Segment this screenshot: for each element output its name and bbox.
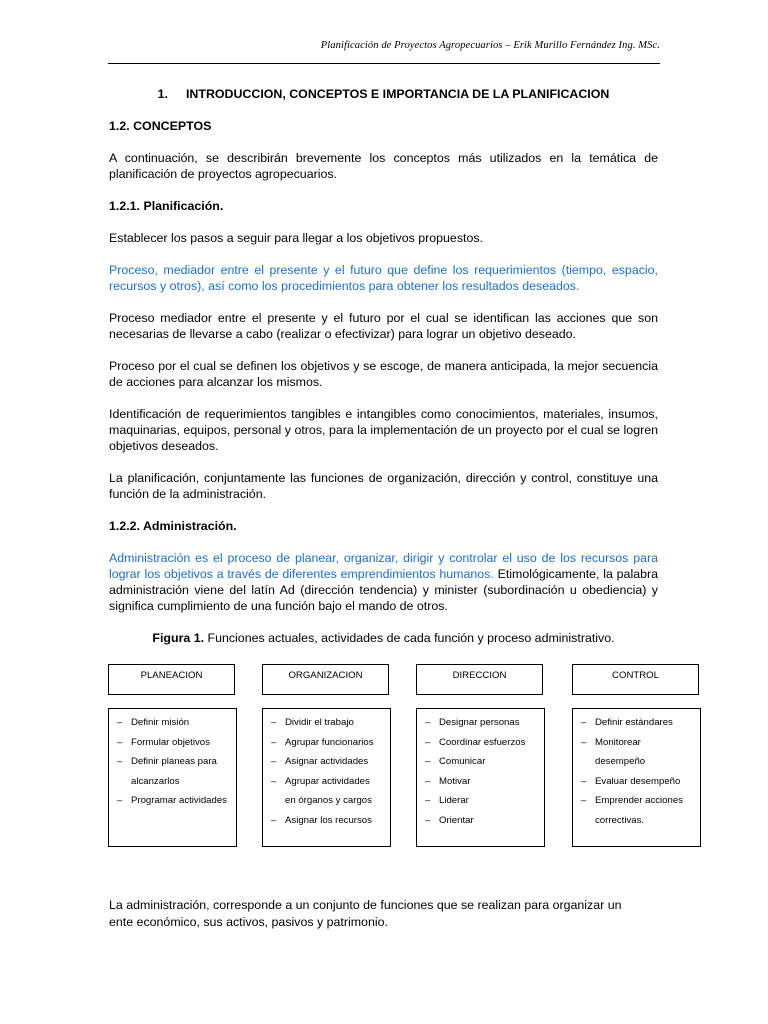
activity-item — [425, 733, 540, 753]
planificacion-def-4: Proceso por el cual se definen los objetivos y se escoge, de manera anticipada, la mejor secuencia de acciones para alcanzar los mismos. — [109, 359, 658, 389]
activity-text: Definir misión — [131, 717, 190, 728]
conceptos-heading: 1.2. CONCEPTOS — [109, 119, 212, 133]
figure-caption — [109, 630, 658, 646]
running-header: Planificación de Proyectos Agropecuarios – Erik Murillo Fernández Ing. MSc. — [320, 40, 660, 51]
section-number: 1. — [157, 87, 168, 101]
bullet-dash: – — [581, 775, 587, 787]
planificacion-def-3: Proceso mediador entre el presente y el futuro por el cual se identifican las acciones que son necesarias de llevarse a cabo (realizar o efectivizar) para lograr un objetivo deseado. — [109, 311, 658, 341]
activity-item — [117, 791, 232, 811]
planificacion-def-6: La planificación, conjuntamente las funciones de organización, dirección y control, constituye una función de la administración. — [109, 471, 658, 501]
bullet-dash: – — [425, 717, 431, 728]
activity-item — [581, 713, 696, 733]
bullet-dash: – — [581, 736, 587, 748]
bullet-dash: – — [117, 756, 123, 767]
activity-text: Formular objetivos — [131, 736, 210, 748]
conceptos-intro: A continuación, se describirán brevemente los conceptos más utilizados en la temática de planificación de proyectos agropecuarios. — [109, 151, 658, 181]
bullet-dash: – — [425, 814, 431, 826]
activity-item — [117, 772, 232, 792]
activity-text: en órganos y cargos — [285, 795, 372, 806]
activity-list — [425, 713, 540, 830]
activity-text: Dividir el trabajo — [285, 717, 354, 728]
activity-list — [117, 713, 232, 811]
bullet-dash: – — [271, 756, 277, 767]
activity-text: Asignar los recursos — [285, 814, 372, 826]
bullet-dash: – — [425, 756, 431, 767]
page-body — [109, 86, 658, 654]
closing-paragraph: La administración, corresponde a un conjunto de funciones que se realizan para organizar un ente económico, sus activos, pasivos y patrimonio. — [109, 898, 622, 929]
activity-text: alcanzarlos — [131, 775, 180, 787]
activity-text: correctivas. — [595, 814, 645, 826]
figure-label: Figura 1. — [152, 631, 205, 645]
activity-text: Agrupar funcionarios — [285, 736, 374, 748]
functions-diagram — [108, 664, 701, 848]
activity-text: Comunicar — [439, 756, 486, 767]
function-activities-control — [572, 708, 701, 847]
section-title — [109, 86, 658, 102]
bullet-dash: – — [581, 795, 587, 806]
activity-item — [425, 811, 540, 831]
activity-item — [425, 713, 540, 733]
activity-list — [581, 713, 696, 830]
activity-text: Orientar — [439, 814, 474, 826]
activity-item — [425, 772, 540, 792]
figure-caption-text: Funciones actuales, actividades de cada función y proceso administrativo. — [204, 631, 615, 645]
activity-text: Programar actividades — [131, 795, 227, 806]
activity-item — [271, 811, 386, 831]
activity-list — [271, 713, 386, 830]
function-header-planeacion: PLANEACION — [108, 664, 235, 695]
administracion-def — [109, 550, 658, 614]
activity-item — [271, 752, 386, 772]
planificacion-def-2: Proceso, mediador entre el presente y el futuro que define los requerimientos (tiempo, espacio, recursos y otros), así como los procedimientos para obtener los resultados deseados. — [109, 263, 658, 293]
activity-item — [117, 752, 232, 772]
activity-item — [581, 811, 696, 831]
administracion-def-rest: Etimológicamente, la palabra administración viene del latín Ad (dirección tendencia) y minister (subordinación u obediencia) y significa cumplimiento de una función bajo el mando de otros. — [109, 567, 659, 613]
function-activities-direccion — [416, 708, 545, 847]
activity-text: Evaluar desempeño — [595, 775, 681, 787]
bullet-dash: – — [271, 736, 277, 748]
function-activities-planeacion — [108, 708, 237, 847]
activity-text: Definir planeas para — [131, 756, 217, 767]
function-header-direccion: DIRECCION — [416, 664, 543, 695]
bullet-dash: – — [425, 736, 431, 748]
function-header-organizacion: ORGANIZACION — [262, 664, 389, 695]
activity-text: Coordinar esfuerzos — [439, 736, 526, 748]
activity-item — [117, 733, 232, 753]
activity-text: Monitorear — [595, 736, 641, 748]
function-activities-organizacion — [262, 708, 391, 847]
bullet-dash: – — [581, 717, 587, 728]
bullet-dash: – — [271, 717, 277, 728]
bullet-dash: – — [117, 736, 123, 748]
activity-text: desempeño — [595, 756, 646, 767]
bullet-dash: – — [425, 775, 431, 787]
bullet-dash: – — [425, 795, 431, 806]
activity-text: Designar personas — [439, 717, 520, 728]
activity-text: Asignar actividades — [285, 756, 369, 767]
activity-text: Definir estándares — [595, 717, 673, 728]
activity-item — [581, 733, 696, 753]
activity-text: Liderar — [439, 795, 469, 806]
activity-text: Agrupar actividades — [285, 775, 370, 787]
activity-item — [581, 791, 696, 811]
activity-item — [425, 752, 540, 772]
bullet-dash: – — [271, 814, 277, 826]
administracion-def-highlight: Administración es el proceso de planear, organizar, dirigir y controlar el uso de los recursos para lograr los objetivos a través de diferentes emprendimientos humanos. — [109, 551, 658, 581]
bullet-dash: – — [117, 717, 123, 728]
bullet-dash: – — [271, 775, 277, 787]
activity-item — [271, 733, 386, 753]
activity-item — [425, 791, 540, 811]
planificacion-def-5: Identificación de requerimientos tangibles e intangibles como conocimientos, materiales, insumos, maquinarias, equipos, personal y otros, para la implementación de un proyecto por el cual se logren objetivos deseados. — [109, 407, 658, 453]
activity-text: Motivar — [439, 775, 471, 787]
activity-item — [271, 713, 386, 733]
section-title-text: INTRODUCCION, CONCEPTOS E IMPORTANCIA DE LA PLANIFICACION — [185, 87, 610, 101]
bullet-dash: – — [117, 795, 123, 806]
activity-text: Emprender acciones — [595, 795, 683, 806]
function-header-control: CONTROL — [572, 664, 699, 695]
administracion-heading: 1.2.2. Administración. — [109, 519, 237, 533]
planificacion-def-1: Establecer los pasos a seguir para llegar a los objetivos propuestos. — [109, 231, 483, 245]
planificacion-heading: 1.2.1. Planificación. — [109, 199, 224, 213]
activity-item — [117, 713, 232, 733]
activity-item — [271, 791, 386, 811]
activity-item — [271, 772, 386, 792]
activity-item — [581, 752, 696, 772]
activity-item — [581, 772, 696, 792]
header-rule — [108, 63, 660, 64]
